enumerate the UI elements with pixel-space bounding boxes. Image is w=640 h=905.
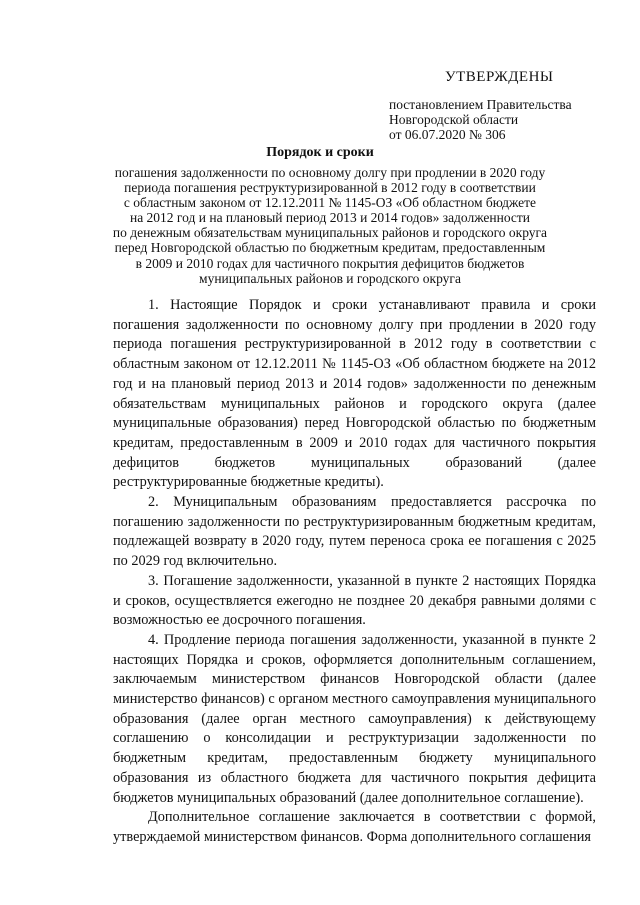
- subtitle-line: с областным законом от 12.12.2011 № 1145-ОЗ «Об областном бюджете: [123, 195, 537, 211]
- subtitle-line: по денежным обязательствам муниципальных районов и городского округа: [112, 225, 548, 241]
- subtitle-line: на 2012 год и на плановый период 2013 и 2014 годов» задолженности: [129, 210, 531, 226]
- approval-line-3: от 06.07.2020 № 306: [389, 127, 506, 142]
- subtitle-line: в 2009 и 2010 годах для частичного покрытия дефицитов бюджетов: [135, 255, 525, 271]
- paragraph-2: 2. Муниципальным образованиям предоставляется рассрочка по погашению задолженности по реструктуризированным бюджетным кредитам, подлежащей возврату в 2020 году, путем переноса срока ее погашения с 2025 по 2029 год включительно.: [113, 494, 596, 570]
- paragraph-4: 4. Продление периода погашения задолженности, указанной в пункте 2 настоящих Порядка и сроков, оформляется дополнительным соглашением, заключаемым министерством финансов Новгородской области (далее министерство финансов) с органом местного самоуправления муниципального образования (далее орган местного самоуправления) к действующему соглашению о консолидации и реструктуризации задолженности по бюджетным кредитам, предоставленным бюджету муниципального образования из областного бюджета для частичного покрытия дефицита бюджетов муниципальных образований (далее дополнительное соглашение).: [113, 631, 596, 806]
- paragraph-1: 1. Настоящие Порядок и сроки устанавливают правила и сроки погашения задолженности по основному долгу при продлении в 2020 году периода погашения реструктуризированной в 2012 году в соответствии с областным законом от 12.12.2011 № 1145-ОЗ «Об областном бюджете на 2012 год и на плановый период 2013 и 2014 годов» задолженности по денежным обязательствам муниципальных районов и городского округа (далее муниципальные образования) перед Новгородской областью по бюджетным кредитам, предоставленным в 2009 и 2010 годах для частичного покрытия дефицитов бюджетов муниципальных образований (далее реструктурированные бюджетные кредиты).: [113, 297, 596, 491]
- document-body: [113, 296, 596, 848]
- paragraph-5: Дополнительное соглашение заключается в соответствии с формой, утверждаемой министерством финансов. Форма дополнительного соглашения: [113, 809, 596, 845]
- approval-line-1: постановлением Правительства: [389, 97, 572, 112]
- subtitle-line: муниципальных районов и городского округа: [199, 270, 461, 286]
- approval-line-2: Новгородской области: [389, 112, 519, 127]
- paragraph-3: 3. Погашение задолженности, указанной в пункте 2 настоящих Порядка и сроков, осуществляется ежегодно не позднее 20 декабря равными долями с возможностью ее досрочного погашения.: [113, 572, 596, 629]
- subtitle-line: погашения задолженности по основному долгу при продлении в 2020 году: [114, 165, 546, 180]
- document-subtitle: [70, 165, 590, 286]
- subtitle-line: периода погашения реструктуризированной в 2012 году в соответствии: [124, 180, 536, 196]
- subtitle-line: перед Новгородской областью по бюджетным кредитам, предоставленным: [114, 240, 546, 256]
- approval-heading: УТВЕРЖДЕНЫ: [445, 69, 554, 85]
- approval-block: [389, 70, 629, 142]
- document-title: Порядок и сроки: [266, 145, 374, 160]
